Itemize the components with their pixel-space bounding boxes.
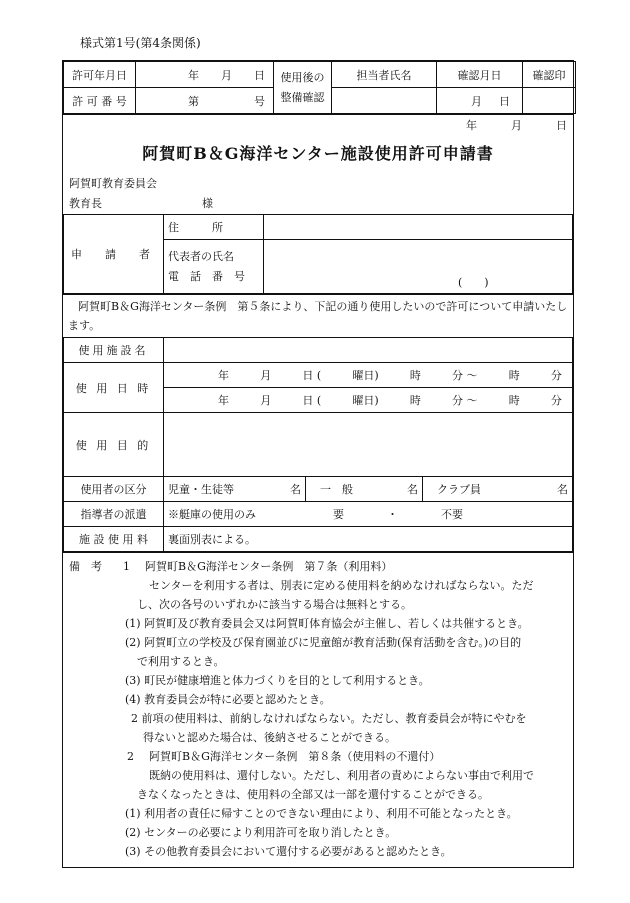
form-number: 様式第1号(第4条関係): [80, 36, 201, 50]
instructor-note: ※艇庫の使用のみ: [168, 508, 256, 521]
notes-s1-title: 備 考 1 阿賀町B＆G海洋センター条例 第７条（利用料）: [69, 560, 393, 573]
instructor-field[interactable]: ※艇庫の使用のみ 要 ・ 不要: [164, 502, 573, 527]
instructor-not-needed[interactable]: 不要: [441, 508, 463, 521]
category-label: 使用者の区分: [64, 477, 164, 502]
request-statement: 阿賀町B＆G海洋センター条例 第５条により、下記の通り使用したいので許可について申請いたします。: [63, 294, 573, 337]
confirm-seal-label: 確認印: [523, 62, 576, 88]
rep-contact-field[interactable]: ( ): [264, 240, 573, 294]
title-block: [63, 114, 573, 214]
category-students[interactable]: 児童・生徒等 名: [164, 477, 306, 502]
instructor-needed[interactable]: 要: [333, 508, 344, 521]
application-date[interactable]: 年 月 日: [466, 119, 567, 132]
facility-field[interactable]: [164, 338, 573, 363]
applicant-table: [63, 214, 573, 294]
instructor-label: 指導者の派遣: [64, 502, 164, 527]
datetime-row-1[interactable]: 年 月 日 ( 曜日) 時 分 〜 時 分: [164, 363, 573, 388]
permit-number-label: 許 可 番 号: [64, 88, 136, 114]
permit-date-label: 許可年月日: [64, 62, 136, 88]
confirm-seal-field[interactable]: [523, 88, 576, 114]
notes-section: 備 考 1 阿賀町B＆G海洋センター条例 第７条（利用料） センターを利用する者は、別表に定める使用料を納めなければならない。ただ し、次の各号のいずれかに該当する場合は無料とする。 (1) 阿賀町及び教育委員会又は阿賀町体育協会が主催し、若しくは共催するとき。 (2) 阿賀町立の学校及び保育園並びに児童館が教育活動(保育活動を含む。)の目的 で利用するとき。 (3) 町民が健康増進と体力づくりを目的として利用するとき。 (4) 教育委員会が特に必要と認めたとき。 2 前項の使用料は、前納しなければならない。ただし、教育委員会が特にやむを 得ないと認めた場合は、後納させることができる。 2 阿賀町B＆G海洋センター条例 第８条（使用料の不還付） 既納の使用料は、還付しない。ただし、利用者の責めによらない事由で利用で きなくなったときは、使用料の全部又は一部を還付することができる。 (1) 利用者の責任に帰すことのできない理由により、利用不可能となったとき。 (2) センターの必要により利用許可を取り消したとき。 (3) その他教育委員会において還付する必要があると認めたとき。: [63, 552, 573, 867]
permit-number-field[interactable]: 第 号: [136, 88, 274, 114]
form-title: 阿賀町B＆G海洋センター施設使用許可申請書: [142, 144, 494, 163]
rep-contact-labels: 代表者の氏名 電 話 番 号: [164, 240, 264, 294]
category-general[interactable]: 一 般 名: [306, 477, 423, 502]
permit-date-field[interactable]: 年 月 日: [136, 62, 274, 88]
confirm-date-label: 確認月日: [437, 62, 523, 88]
address-field[interactable]: [264, 215, 573, 240]
addressee: 阿賀町教育委員会 教育長 様: [69, 177, 213, 210]
post-use-check-label: 使用後の 整備確認: [274, 62, 332, 114]
purpose-label: 使 用 目 的: [64, 413, 164, 477]
category-club[interactable]: クラブ員 名: [423, 477, 573, 502]
usage-table: [63, 337, 573, 552]
notes-s2-title: 2 阿賀町B＆G海洋センター条例 第８条（使用料の不還付）: [127, 750, 441, 763]
fee-value: 裏面別表による。: [164, 527, 573, 552]
facility-label: 使用施設名: [64, 338, 164, 363]
fee-label: 施 設 使 用 料: [64, 527, 164, 552]
staff-name-label: 担当者氏名: [332, 62, 437, 88]
application-form: [62, 60, 574, 868]
datetime-label: 使 用 日 時: [64, 363, 164, 413]
address-label: 住 所: [164, 215, 264, 240]
applicant-label: 申 請 者: [64, 215, 164, 294]
office-use-table: [63, 61, 576, 114]
purpose-field[interactable]: [164, 413, 573, 477]
staff-name-field[interactable]: [332, 88, 437, 114]
datetime-row-2[interactable]: 年 月 日 ( 曜日) 時 分 〜 時 分: [164, 388, 573, 413]
confirm-date-field[interactable]: 月 日: [437, 88, 523, 114]
